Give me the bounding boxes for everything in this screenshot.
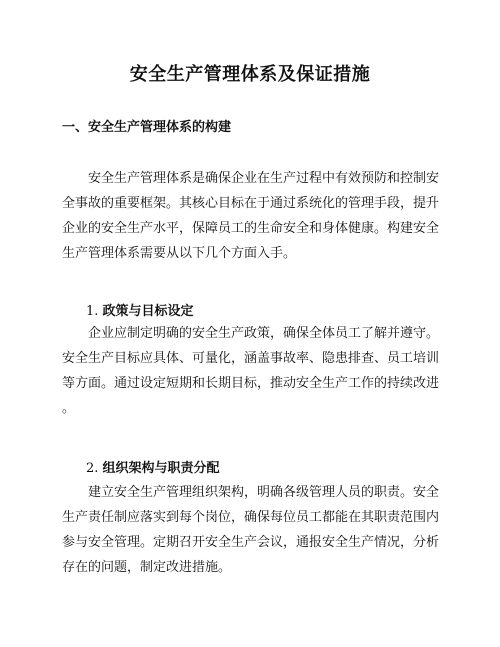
subsection-number: 1. [86,304,103,319]
paragraph-line: 全事故的重要框架。其核心目标在于通过系统化的管理手段，提升 [62,196,440,211]
paragraph-line: 生产责任制应落实到每个岗位，确保每位员工都能在其职责范围内 [62,510,440,525]
subsection-title: 组织架构与职责分配 [102,461,220,476]
paragraph-line: 生产管理体系需要从以下几个方面入手。 [62,246,297,261]
intro-paragraph [62,166,440,266]
paragraph-line: 安全生产目标应具体、可量化，涵盖事故率、隐患排查、员工培训 [62,351,440,366]
paragraph-line: 建立安全生产管理组织架构，明确各级管理人员的职责。安全 [88,485,440,500]
paragraph-line: 企业应制定明确的安全生产政策，确保全体员工了解并遵守。 [88,326,440,341]
organization-paragraph [62,480,440,580]
paragraph-line: 安全生产管理体系是确保企业在生产过程中有效预防和控制安 [88,171,440,186]
policy-paragraph [62,321,440,421]
paragraph-line: 等方面。通过设定短期和长期目标，推动安全生产工作的持续改进 [62,376,440,391]
paragraph-line: 企业的安全生产水平，保障员工的生命安全和身体健康。构建安全 [62,221,440,236]
subsection-heading-organization [86,459,220,479]
subsection-number: 2. [86,461,103,476]
document-title: 安全生产管理体系及保证措施 [129,64,371,85]
paragraph-line: 。 [62,401,76,416]
section-heading: 一、安全生产管理体系的构建 [62,120,232,135]
paragraph-line: 参与安全管理。定期召开安全生产会议，通报安全生产情况，分析 [62,535,440,550]
subsection-title: 政策与目标设定 [102,304,194,319]
paragraph-line: 存在的问题，制定改进措施。 [62,560,232,575]
subsection-heading-policy [86,302,194,322]
